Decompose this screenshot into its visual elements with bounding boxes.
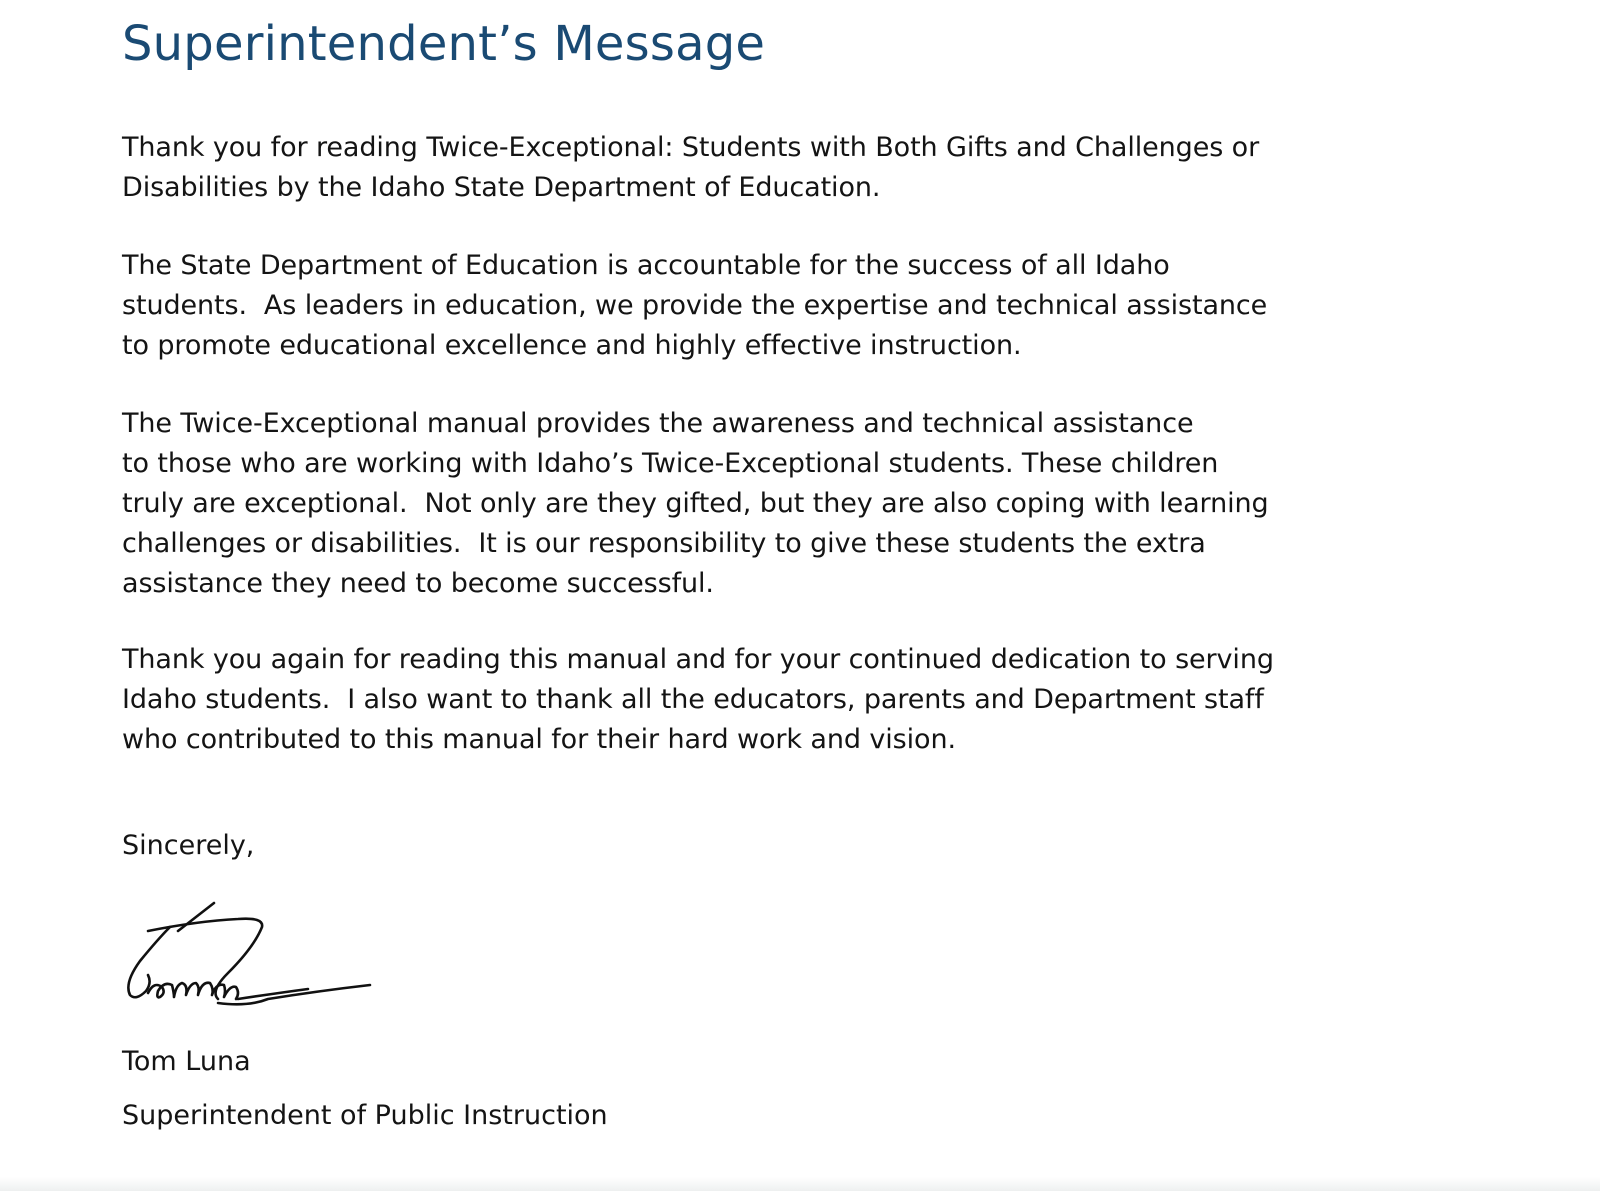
paragraph-3 xyxy=(122,404,1342,604)
page-title: Superintendent’s Message xyxy=(122,16,766,72)
paragraph-4 xyxy=(122,640,1342,760)
paragraph-line: Thank you for reading Twice-Exceptional: Students with Both Gifts and Challenges or xyxy=(122,132,1260,163)
paragraph-line: Thank you again for reading this manual and for your continued dedication to serving xyxy=(122,644,1274,675)
paragraph-line: The State Department of Education is accountable for the success of all Idaho xyxy=(122,250,1170,281)
page-bottom-edge xyxy=(0,1177,1600,1191)
paragraph-line: Disabilities by the Idaho State Department of Education. xyxy=(122,172,881,203)
paragraph-line: who contributed to this manual for their hard work and vision. xyxy=(122,724,956,755)
paragraph-line: to promote educational excellence and highly effective instruction. xyxy=(122,330,1022,361)
paragraph-line: challenges or disabilities. It is our responsibility to give these students the extra xyxy=(122,528,1206,559)
paragraph-line: to those who are working with Idaho’s Twice-Exceptional students. These children xyxy=(122,448,1219,479)
paragraph-line: Idaho students. I also want to thank all the educators, parents and Department staff xyxy=(122,684,1264,715)
paragraph-line: students. As leaders in education, we provide the expertise and technical assistance xyxy=(122,290,1268,321)
signature-icon xyxy=(118,895,388,1015)
paragraph-1 xyxy=(122,128,1342,208)
paragraph-line: truly are exceptional. Not only are they gifted, but they are also coping with learning xyxy=(122,488,1269,519)
closing-salutation: Sincerely, xyxy=(122,830,255,861)
paragraph-line: assistance they need to become successful. xyxy=(122,568,714,599)
signer-title: Superintendent of Public Instruction xyxy=(122,1100,608,1131)
signer-name: Tom Luna xyxy=(122,1046,251,1077)
paragraph-line: The Twice-Exceptional manual provides the awareness and technical assistance xyxy=(122,408,1194,439)
paragraph-2 xyxy=(122,246,1342,366)
